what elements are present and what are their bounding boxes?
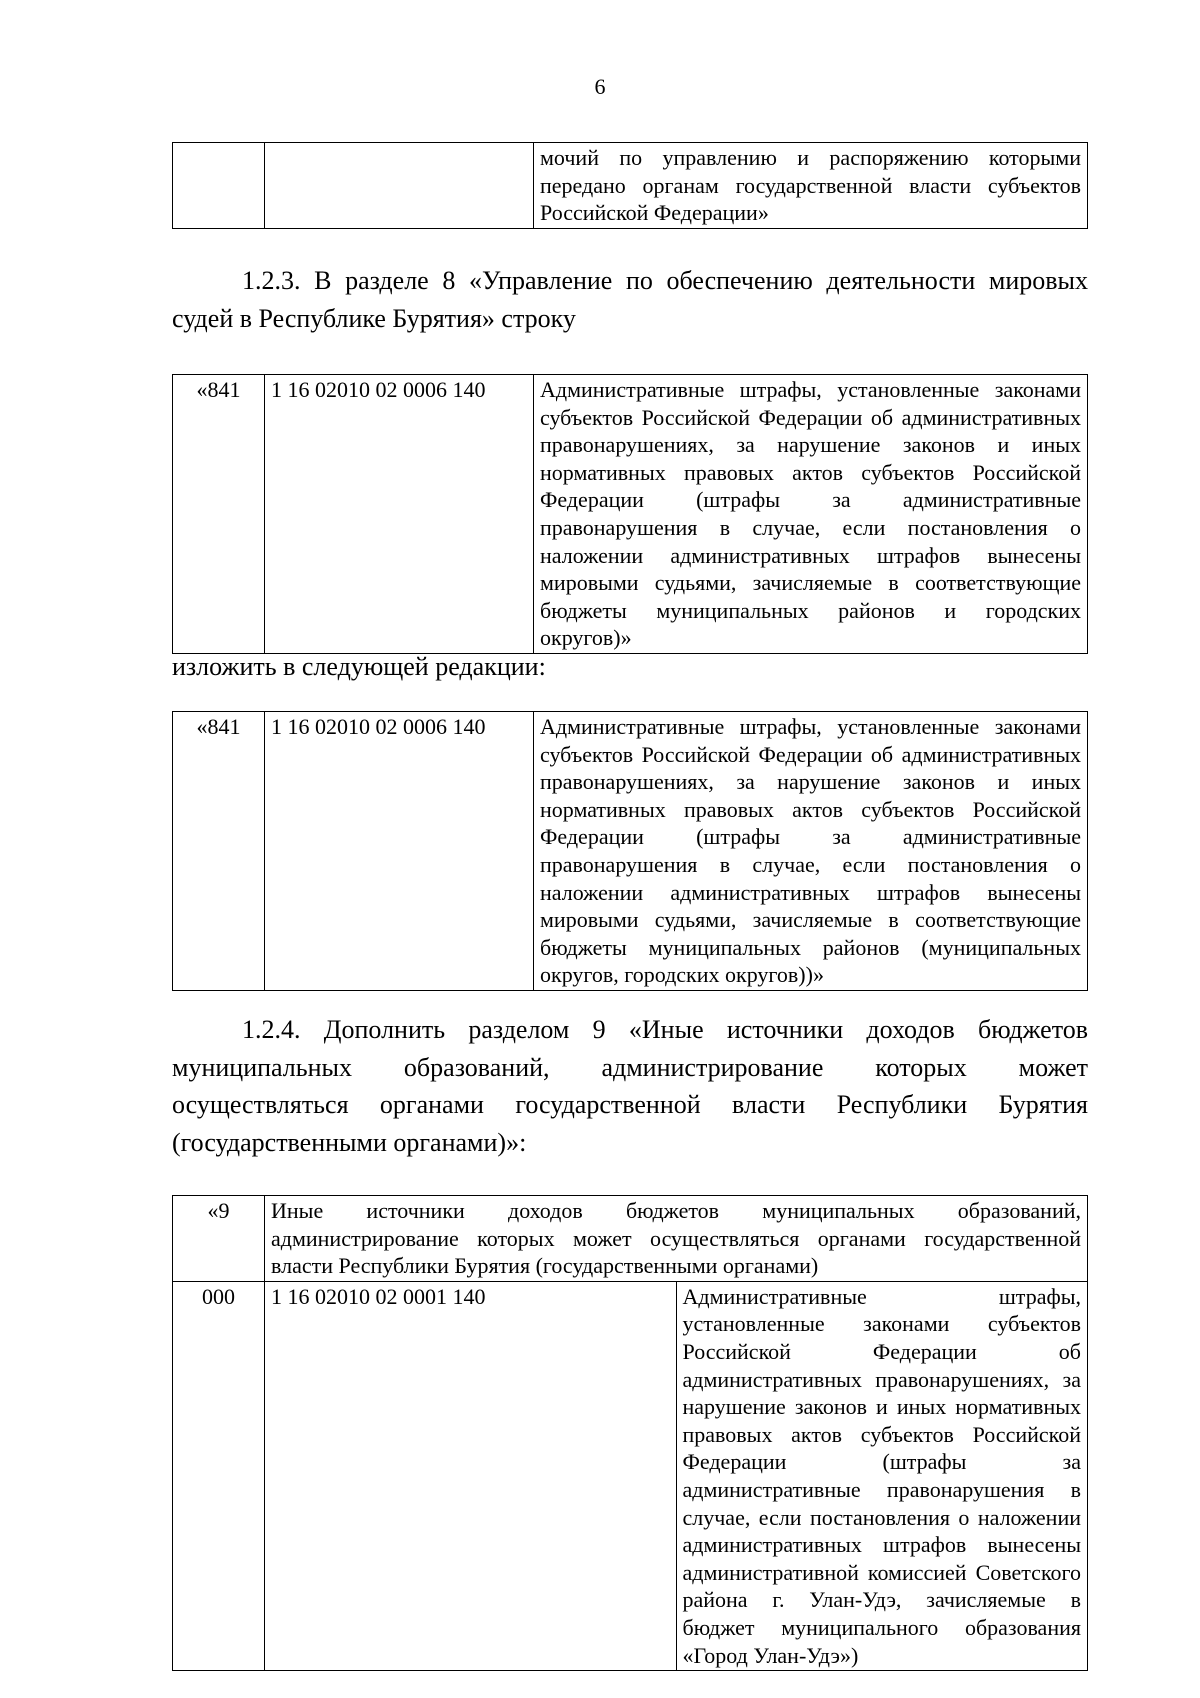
code-cell: 000 (173, 1281, 265, 1670)
description-cell: Административные штрафы, установленные законами субъектов Российской Федерации об административных правонарушениях, за нарушение законов и иных нормативных правовых актов субъектов Российской Федерации (штрафы за административные правонарушения в случае, если постановления о наложении административных штрафов вынесены мировыми судьями, зачисляемые в соответствующие бюджеты муниципальных районов (муниципальных округов, городских округов))» (534, 712, 1088, 991)
section-code-cell: «9 (173, 1196, 265, 1282)
paragraph-edit: изложить в следующей редакции: (172, 652, 546, 681)
paragraph-1-2-4: 1.2.4. Дополнить разделом 9 «Иные источники доходов бюджетов муниципальных образований, администрирование которых может осуществляться органами государственной власти Республики Бурятия (государственными органами)»: (172, 1015, 1088, 1157)
table-row (173, 143, 1088, 229)
kbk-cell (265, 143, 534, 229)
code-cell: «841 (173, 375, 265, 654)
kbk-cell: 1 16 02010 02 0001 140 (265, 1281, 677, 1670)
code-cell (173, 143, 265, 229)
description-cell: Административные штрафы, установленные законами субъектов Российской Федерации об административных правонарушениях, за нарушение законов и иных нормативных правовых актов субъектов Российской Федерации (штрафы за административные правонарушения в случае, если постановления о наложении административных штрафов вынесены мировыми судьями, зачисляемые в соответствующие бюджеты муниципальных районов и городских округов)» (534, 375, 1088, 654)
table-old-row (172, 374, 1088, 654)
table-continuation (172, 142, 1088, 229)
paragraph-1-2-3: 1.2.3. В разделе 8 «Управление по обеспечению деятельности мировых судей в Республике Бурятия» строку (172, 266, 1088, 333)
table-row (173, 375, 1088, 654)
description-cell: Административные штрафы, установленные законами субъектов Российской Федерации об административных правонарушениях, за нарушение законов и иных нормативных правовых актов субъектов Российской Федерации (штрафы за административные правонарушения в случае, если постановления о наложении административных штрафов вынесены административной комиссией Советского района г. Улан-Удэ, зачисляемые в бюджет муниципального образования «Город Улан-Удэ») (676, 1281, 1088, 1670)
table-header-row (173, 1196, 1088, 1282)
kbk-cell: 1 16 02010 02 0006 140 (265, 712, 534, 991)
page-number: 6 (594, 74, 606, 99)
table-new-row (172, 711, 1088, 991)
table-section-9 (172, 1195, 1088, 1671)
table-row (173, 712, 1088, 991)
description-cell: мочий по управлению и распоряжению которыми передано органам государственной власти субъектов Российской Федерации» (534, 143, 1088, 229)
kbk-cell: 1 16 02010 02 0006 140 (265, 375, 534, 654)
code-cell: «841 (173, 712, 265, 991)
section-title-cell: Иные источники доходов бюджетов муниципальных образований, администрирование которых может осуществляться органами государственной власти Республики Бурятия (государственными органами) (265, 1196, 1088, 1282)
table-row (173, 1281, 1088, 1670)
